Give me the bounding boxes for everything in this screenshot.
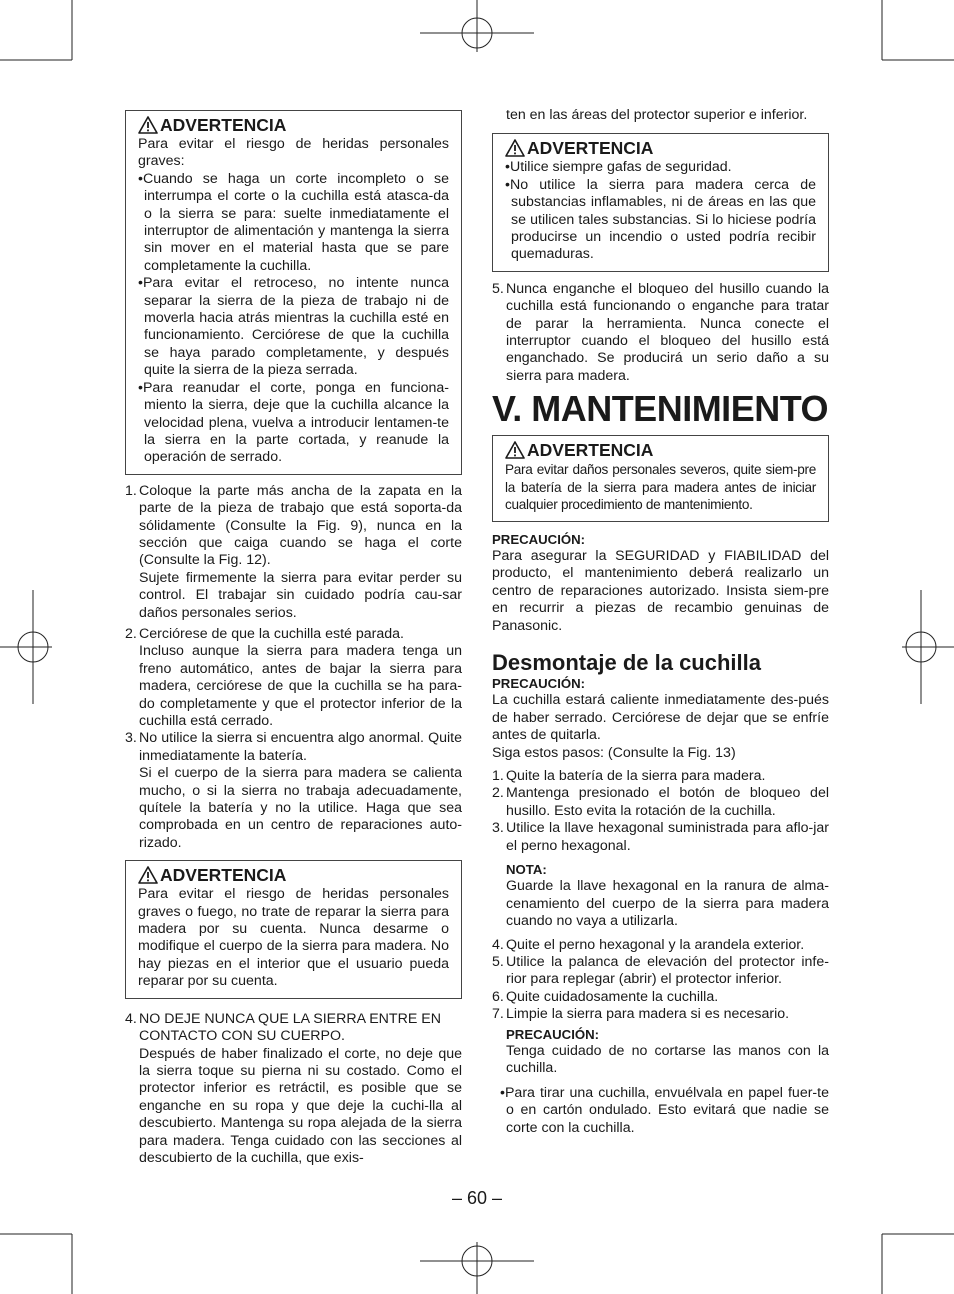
registration-mark-right bbox=[902, 590, 954, 704]
steps-list-a bbox=[125, 483, 462, 853]
precaution-label: PRECAUCIÓN: bbox=[492, 531, 586, 547]
step-item: 5. Nunca enganche el bloqueo del husillo cuando la cuchilla está funcionando o enganche para tratar de parar la herramienta. Nunca conecte el interruptor cuando el bloqueo del husillo está enganchado. Se producirá un serio daño a su sierra para madera. bbox=[492, 280, 829, 384]
step-item: 5. Utilice la palanca de elevación del protector infe-rior para replegar (abrir) el protector inferior. bbox=[492, 954, 829, 988]
warning-triangle-icon bbox=[138, 866, 158, 884]
precaution-text: Para asegurar la SEGURIDAD y FIABILIDAD del producto, el mantenimiento deberá realizarlo un centro de reparaciones autorizado. Insista siem-pre en recurrir a piezas de recambio genuinas de Panasonic. bbox=[492, 547, 829, 634]
step-item: 1. Coloque la parte más ancha de la zapata en la parte de la pieza de trabajo que está soporta-da sólidamente (Consulte la Fig. 9), nunca en la sección que caiga cuando se haga el corte (Consulte la Fig. 12). Sujete firmemente la sierra para evitar perder su control. El trabajar sin cuidado podría cau-sar daños personales serios. bbox=[125, 482, 462, 621]
warning-triangle-icon bbox=[505, 139, 525, 157]
warning-text: Para evitar el riesgo de heridas personales graves o fuego, no trate de reparar la sierra para madera por su cuenta. Nunca desarme o modifique el cuerpo de la sierra para madera. No hay piezas en el interior que el usuario pueda reparar por su cuenta. bbox=[138, 886, 449, 990]
warning-title: ADVERTENCIA bbox=[138, 115, 449, 135]
warning-bullet: •Para evitar el retroceso, no intente nunca separar la sierra de la pieza de trabajo ni de moverla hacia atrás mientras la cuchilla esté en funcionamiento. Cerciórese de que la cuchilla se haya parado completamente, y después quite la sierra de la pieza serrada. bbox=[138, 275, 449, 379]
note-text: Guarde la llave hexagonal en la ranura de alma-cenamiento del cuerpo de la sierra para madera cuando no vaya a utilizarla. bbox=[506, 878, 829, 930]
note-label: NOTA: bbox=[506, 862, 547, 877]
warning-bullet: •Para reanudar el corte, ponga en funciona-miento la sierra, deje que la cuchilla alcance la velocidad plena, vuelva a introducir lentamen-te la sierra en la parte cortada, y reanude la operación de serrado. bbox=[138, 379, 449, 466]
step-item: 2. Cerciórese de que la cuchilla esté parada. Incluso aunque la sierra para madera tenga un freno automático, antes de bajar la sierra para madera, cerciórese de que la cuchilla se ha para-do completamente y que el protector inferior de la cuchilla está cerrado. bbox=[125, 625, 462, 729]
warning-box-2 bbox=[125, 860, 462, 998]
steps-list-a2 bbox=[125, 1011, 462, 1168]
right-column bbox=[492, 107, 829, 1137]
step-item: 1. Quite la batería de la sierra para madera. bbox=[492, 767, 766, 784]
step-item: 4. Quite el perno hexagonal y la arandela exterior. bbox=[492, 936, 805, 953]
warning-triangle-icon bbox=[138, 116, 158, 134]
warning-intro: Para evitar el riesgo de heridas personales graves: bbox=[138, 136, 449, 170]
precaution-label: PRECAUCIÓN: bbox=[506, 1026, 600, 1042]
note-block bbox=[492, 861, 829, 931]
warning-title: ADVERTENCIA bbox=[138, 865, 449, 885]
precaution-text: La cuchilla estará caliente inmediatamente des-pués de haber serrado. Cerciórese de dejar que se enfríe antes de quitarla. bbox=[492, 692, 829, 744]
precaution-block bbox=[492, 1026, 829, 1078]
disposal-bullet: •Para tirar una cuchilla, envuélvala en papel fuer-te o en cartón ondulado. Esto evitará que nadie se corte con la cuchilla. bbox=[500, 1084, 829, 1136]
left-column bbox=[125, 110, 462, 1167]
precaution-text: Tenga cuidado de no cortarse las manos con la cuchilla. bbox=[506, 1043, 829, 1077]
registration-mark-bottom bbox=[420, 1242, 534, 1294]
step-item: 3. No utilice la sierra si encuentra algo anormal. Quite inmediatamente la batería. Si el cuerpo de la sierra para madera se calienta mucho, o si la sierra no trabaja adecuadamente, quítele la batería y no la utilice. Haga que sea comprobada en un centro de reparaciones auto-rizado. bbox=[125, 730, 462, 851]
subsection-title: Desmontaje de la cuchilla bbox=[492, 649, 761, 675]
warning-title: ADVERTENCIA bbox=[505, 440, 816, 460]
precaution-label: PRECAUCIÓN: bbox=[492, 675, 586, 691]
warning-box-3 bbox=[492, 133, 829, 271]
warning-bullet: •No utilice la sierra para madera cerca de substancias inflamables, ni de áreas en las que se utilicen tales substancias. Si lo hiciese podría producirse un incendio o usted podría recibir quemaduras. bbox=[505, 176, 816, 263]
warning-bullet: •Utilice siempre gafas de seguridad. bbox=[505, 159, 732, 176]
steps-intro: Siga estos pasos: (Consulte la Fig. 13) bbox=[492, 744, 736, 761]
step-item: 7. Limpie la sierra para madera si es necesario. bbox=[492, 1006, 790, 1023]
step-item: 3. Utilice la llave hexagonal suministrada para aflo-jar el perno hexagonal. bbox=[492, 820, 829, 854]
registration-mark-top bbox=[420, 0, 534, 52]
warning-triangle-icon bbox=[505, 441, 525, 459]
step-item: 4. NO DEJE NUNCA QUE LA SIERRA ENTRE EN CONTACTO CON SU CUERPO. Después de haber finalizado el corte, no deje que la sierra toque su pierna ni su costado. Como el protector inferior es retráctil, es posible que se enganche en su ropa y que deje la cuchi-lla al descubierto. Mantenga su ropa alejada de la sierra para madera. Tenga cuidado con las secciones al descubierto de la cuchilla, que exis- bbox=[125, 1010, 462, 1166]
step-item: 2. Mantenga presionado el botón de bloqueo del husillo. Esto evita la rotación de la cuchilla. bbox=[492, 785, 829, 819]
steps-list-b2 bbox=[492, 937, 829, 1024]
page-number: – 60 – bbox=[451, 1188, 503, 1208]
warning-box-1 bbox=[125, 110, 462, 475]
warning-bullet: •Cuando se haga un corte incompleto o se interrumpa el corte o la cuchilla está atasca-da o la sierra se para: suelte inmediatamente el interruptor de alimentación y mantenga la sierra sin mover en el material hasta que se pare completamente la cuchilla. bbox=[138, 170, 449, 274]
registration-mark-left bbox=[0, 590, 52, 704]
warning-text: Para evitar daños personales severos, quite siem-pre la batería de la sierra para madera antes de iniciar cualquier procedimiento de mantenimiento. bbox=[505, 462, 816, 513]
section-title: V. MANTENIMIENTO bbox=[492, 388, 829, 430]
steps-list-b0 bbox=[492, 281, 829, 385]
step-item: 6. Quite cuidadosamente la cuchilla. bbox=[492, 988, 719, 1005]
warning-box-4 bbox=[492, 435, 829, 521]
steps-list-b1 bbox=[492, 768, 829, 855]
warning-title: ADVERTENCIA bbox=[505, 138, 816, 158]
continuation-text: ten en las áreas del protector superior e inferior. bbox=[506, 107, 808, 123]
